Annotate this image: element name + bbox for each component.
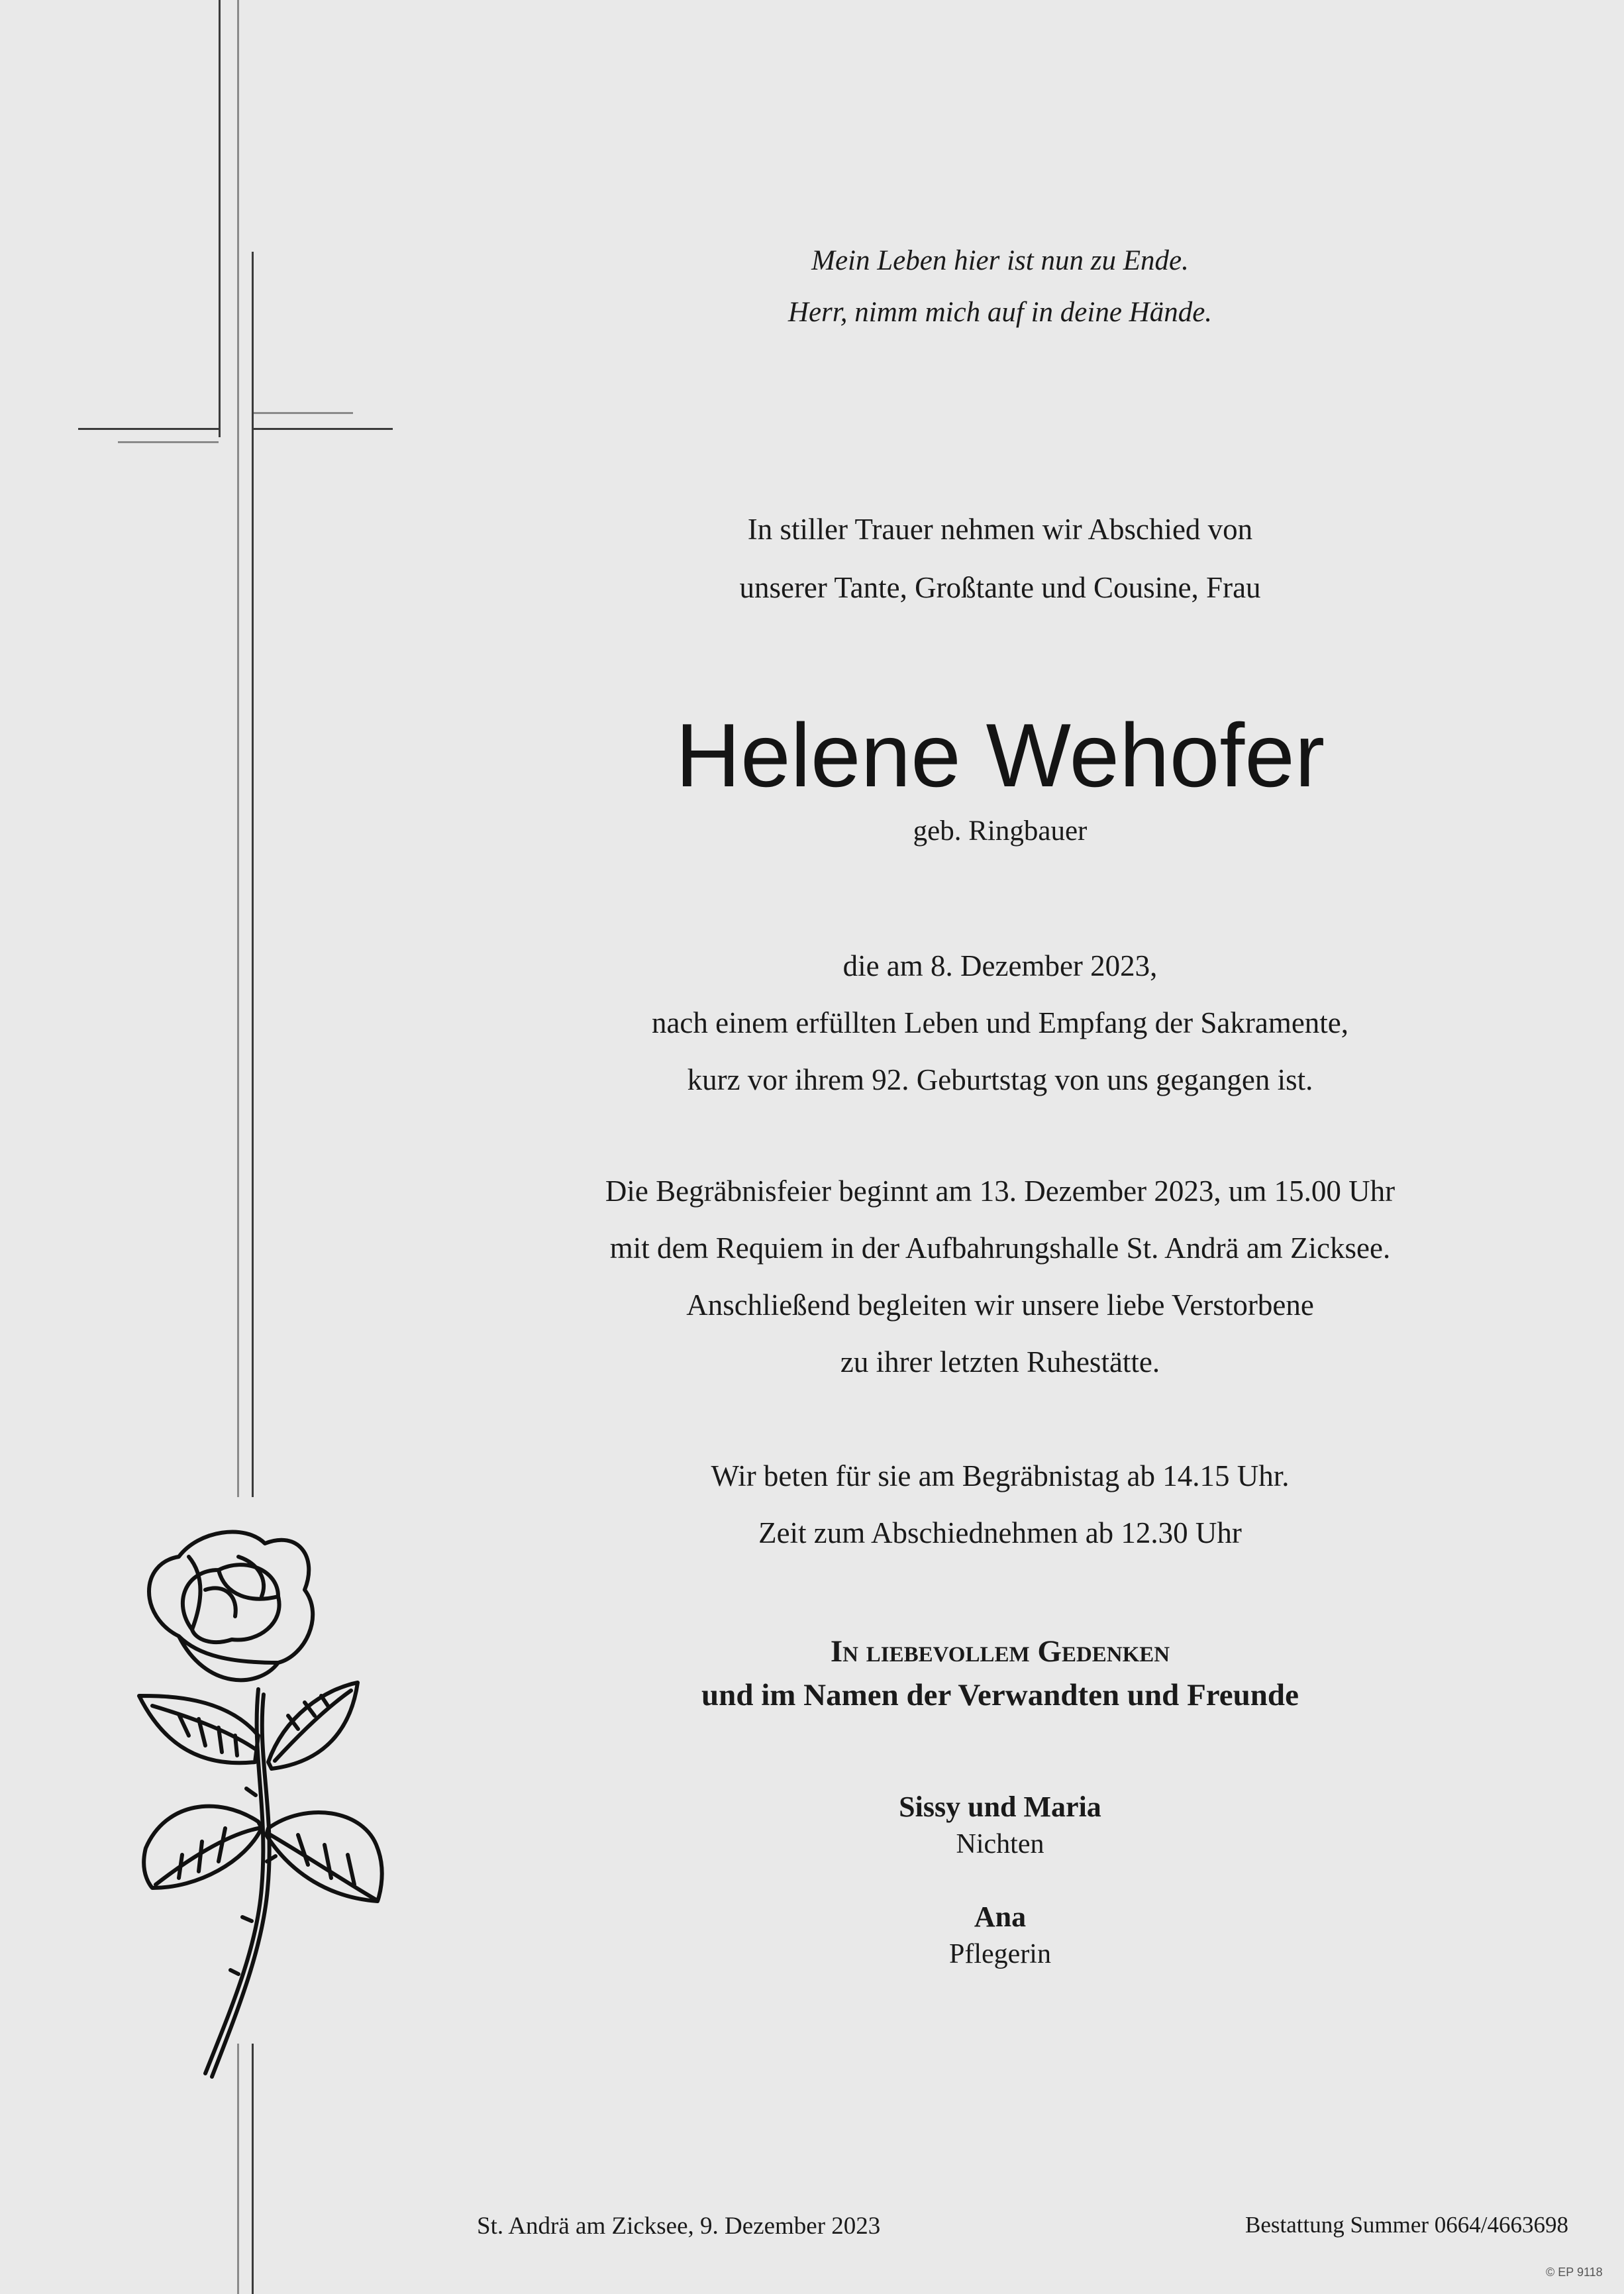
death-line-2: nach einem erfüllten Leben und Empfang der Sakramente, [651, 1006, 1349, 1039]
memory-block [503, 1630, 1497, 1717]
motto [503, 235, 1497, 339]
death-line-1: die am 8. Dezember 2023, [842, 949, 1158, 982]
prayer-line-2: Zeit zum Abschiednehmen ab 12.30 Uhr [758, 1516, 1242, 1549]
motto-line-1: Mein Leben hier ist nun zu Ende. [811, 245, 1189, 276]
prayer-info [503, 1447, 1497, 1561]
intro-line-1: In stiller Trauer nehmen wir Abschied von [747, 513, 1253, 546]
motto-line-2: Herr, nimm mich auf in deine Hände. [787, 297, 1213, 328]
rose-icon [126, 1517, 404, 2087]
funeral-line-2: mit dem Requiem in der Aufbahrungshalle St. Andrä am Zicksee. [609, 1231, 1391, 1265]
death-info [503, 937, 1497, 1108]
mourner-name: Sissy und Maria [899, 1791, 1101, 1823]
mourner [503, 1789, 1497, 1863]
maiden-name: geb. Ringbauer [913, 815, 1088, 847]
funeral-line-3: Anschließend begleiten wir unsere liebe Verstorbene [686, 1288, 1314, 1322]
funeral-line-4: zu ihrer letzten Ruhestätte. [840, 1345, 1160, 1379]
mourner-name: Ana [974, 1901, 1027, 1933]
memory-subheading: und im Namen der Verwandten und Freunde [701, 1678, 1299, 1712]
prayer-line-1: Wir beten für sie am Begräbnistag ab 14.15 Uhr. [711, 1459, 1290, 1492]
place-date: St. Andrä am Zicksee, 9. Dezember 2023 [477, 2213, 881, 2240]
intro-text [503, 500, 1497, 617]
undertaker-info: Bestattung Summer 0664/4663698 [1245, 2212, 1569, 2238]
funeral-line-1: Die Begräbnisfeier beginnt am 13. Dezember 2023, um 15.00 Uhr [605, 1174, 1396, 1208]
mourner-role: Nichten [956, 1829, 1044, 1859]
deceased-name: Helene Wehofer [675, 705, 1325, 806]
memory-heading: In liebevollem Gedenken [830, 1634, 1170, 1669]
print-code: © EP 9118 [1546, 2266, 1603, 2279]
mourner [503, 1899, 1497, 1973]
death-line-3: kurz vor ihrem 92. Geburtstag von uns gegangen ist. [687, 1063, 1313, 1096]
funeral-info [503, 1163, 1497, 1390]
mourner-role: Pflegerin [949, 1939, 1051, 1969]
intro-line-2: unserer Tante, Großtante und Cousine, Frau [739, 571, 1261, 604]
